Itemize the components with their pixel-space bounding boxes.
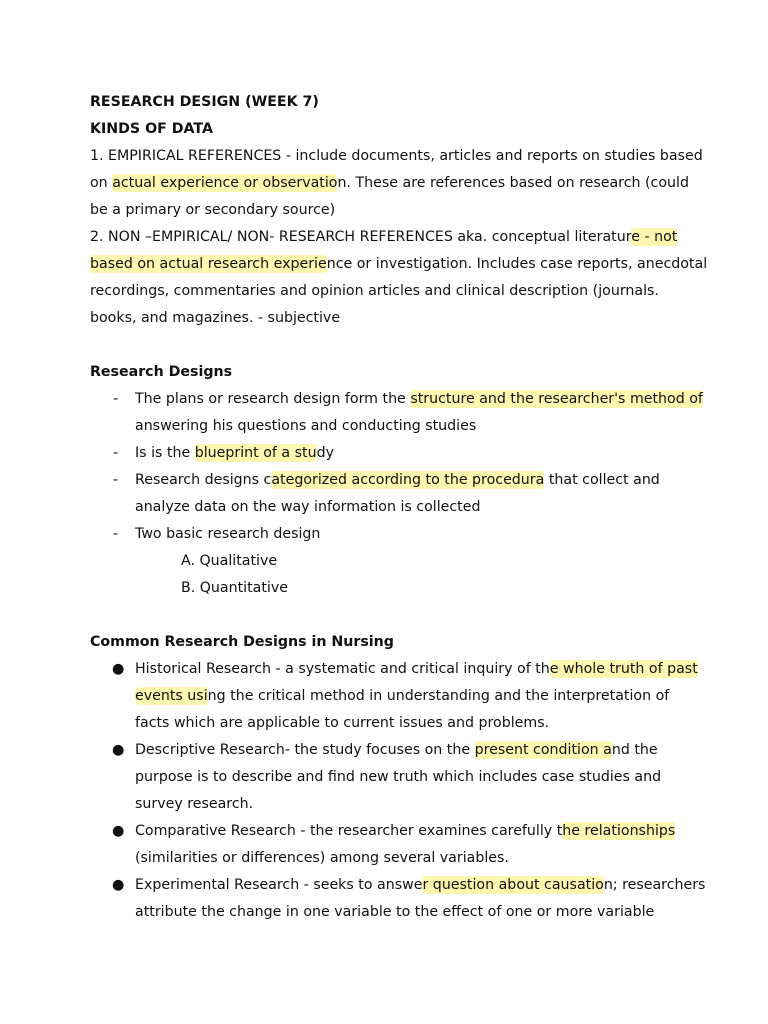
dash-bullet: -	[113, 472, 119, 488]
empirical-line-3: be a primary or secondary source)	[90, 202, 336, 218]
section-heading-research-designs: Research Designs	[90, 364, 233, 380]
highlight: actual experience or observatio	[112, 175, 338, 191]
rd-item-2: Is is the blueprint of a study	[135, 445, 334, 461]
highlight: structure and the researcher's method of	[410, 391, 703, 407]
cr-item-1-line-2: events using the critical method in understanding and the interpretation of	[135, 688, 670, 704]
highlight: r question about causatio	[422, 877, 604, 893]
section-heading-common-designs: Common Research Designs in Nursing	[90, 634, 394, 650]
cr-item-4-line-1: Experimental Research - seeks to answer question about causation; researchers	[135, 877, 706, 893]
non-empirical-line-1: 2. NON –EMPIRICAL/ NON- RESEARCH REFERENCES aka. conceptual literature - not	[90, 229, 678, 245]
highlight: e - not	[631, 229, 678, 245]
cr-item-2-line-2: purpose is to describe and find new truth which includes case studies and	[135, 769, 662, 785]
empirical-line-1: 1. EMPIRICAL REFERENCES - include documents, articles and reports on studies based	[90, 148, 703, 164]
round-bullet: ●	[112, 823, 125, 839]
rd-subitem-a: A. Qualitative	[181, 553, 278, 569]
cr-item-3-line-1: Comparative Research - the researcher examines carefully the relationships	[135, 823, 676, 839]
highlight: he relationships	[562, 823, 676, 839]
dash-bullet: -	[113, 526, 119, 542]
highlight: based on actual research experie	[90, 256, 327, 272]
document-title: RESEARCH DESIGN (WEEK 7)	[90, 94, 319, 110]
cr-item-3-line-2: (similarities or differences) among several variables.	[135, 850, 509, 866]
empirical-line-2: on actual experience or observation. These are references based on research (could	[90, 175, 689, 191]
cr-item-1-line-3: facts which are applicable to current issues and problems.	[135, 715, 550, 731]
round-bullet: ●	[112, 661, 125, 677]
highlight: events usi	[135, 688, 208, 704]
rd-item-1-line-1: The plans or research design form the structure and the researcher's method of	[135, 391, 703, 407]
cr-item-2-line-3: survey research.	[135, 796, 254, 812]
rd-item-3-line-2: analyze data on the way information is collected	[135, 499, 481, 515]
cr-item-4-line-2: attribute the change in one variable to the effect of one or more variable	[135, 904, 655, 920]
non-empirical-line-3: recordings, commentaries and opinion articles and clinical description (journals.	[90, 283, 659, 299]
rd-subitem-b: B. Quantitative	[181, 580, 288, 596]
highlight: e whole truth of past	[549, 661, 698, 677]
non-empirical-line-4: books, and magazines. - subjective	[90, 310, 341, 326]
dash-bullet: -	[113, 391, 119, 407]
round-bullet: ●	[112, 877, 125, 893]
non-empirical-line-2: based on actual research experience or investigation. Includes case reports, anecdotal	[90, 256, 708, 272]
rd-item-3-line-1: Research designs categorized according to the procedura that collect and	[135, 472, 660, 488]
highlight: blueprint of a stu	[194, 445, 317, 461]
rd-item-1-line-2: answering his questions and conducting studies	[135, 418, 477, 434]
section-heading-kinds-of-data: KINDS OF DATA	[90, 121, 213, 137]
cr-item-1-line-1: Historical Research - a systematic and critical inquiry of the whole truth of past	[135, 661, 698, 677]
cr-item-2-line-1: Descriptive Research- the study focuses on the present condition and the	[135, 742, 658, 758]
round-bullet: ●	[112, 742, 125, 758]
rd-item-4: Two basic research design	[135, 526, 321, 542]
highlight: present condition a	[474, 742, 612, 758]
highlight: ategorized according to the procedura	[271, 472, 545, 488]
dash-bullet: -	[113, 445, 119, 461]
